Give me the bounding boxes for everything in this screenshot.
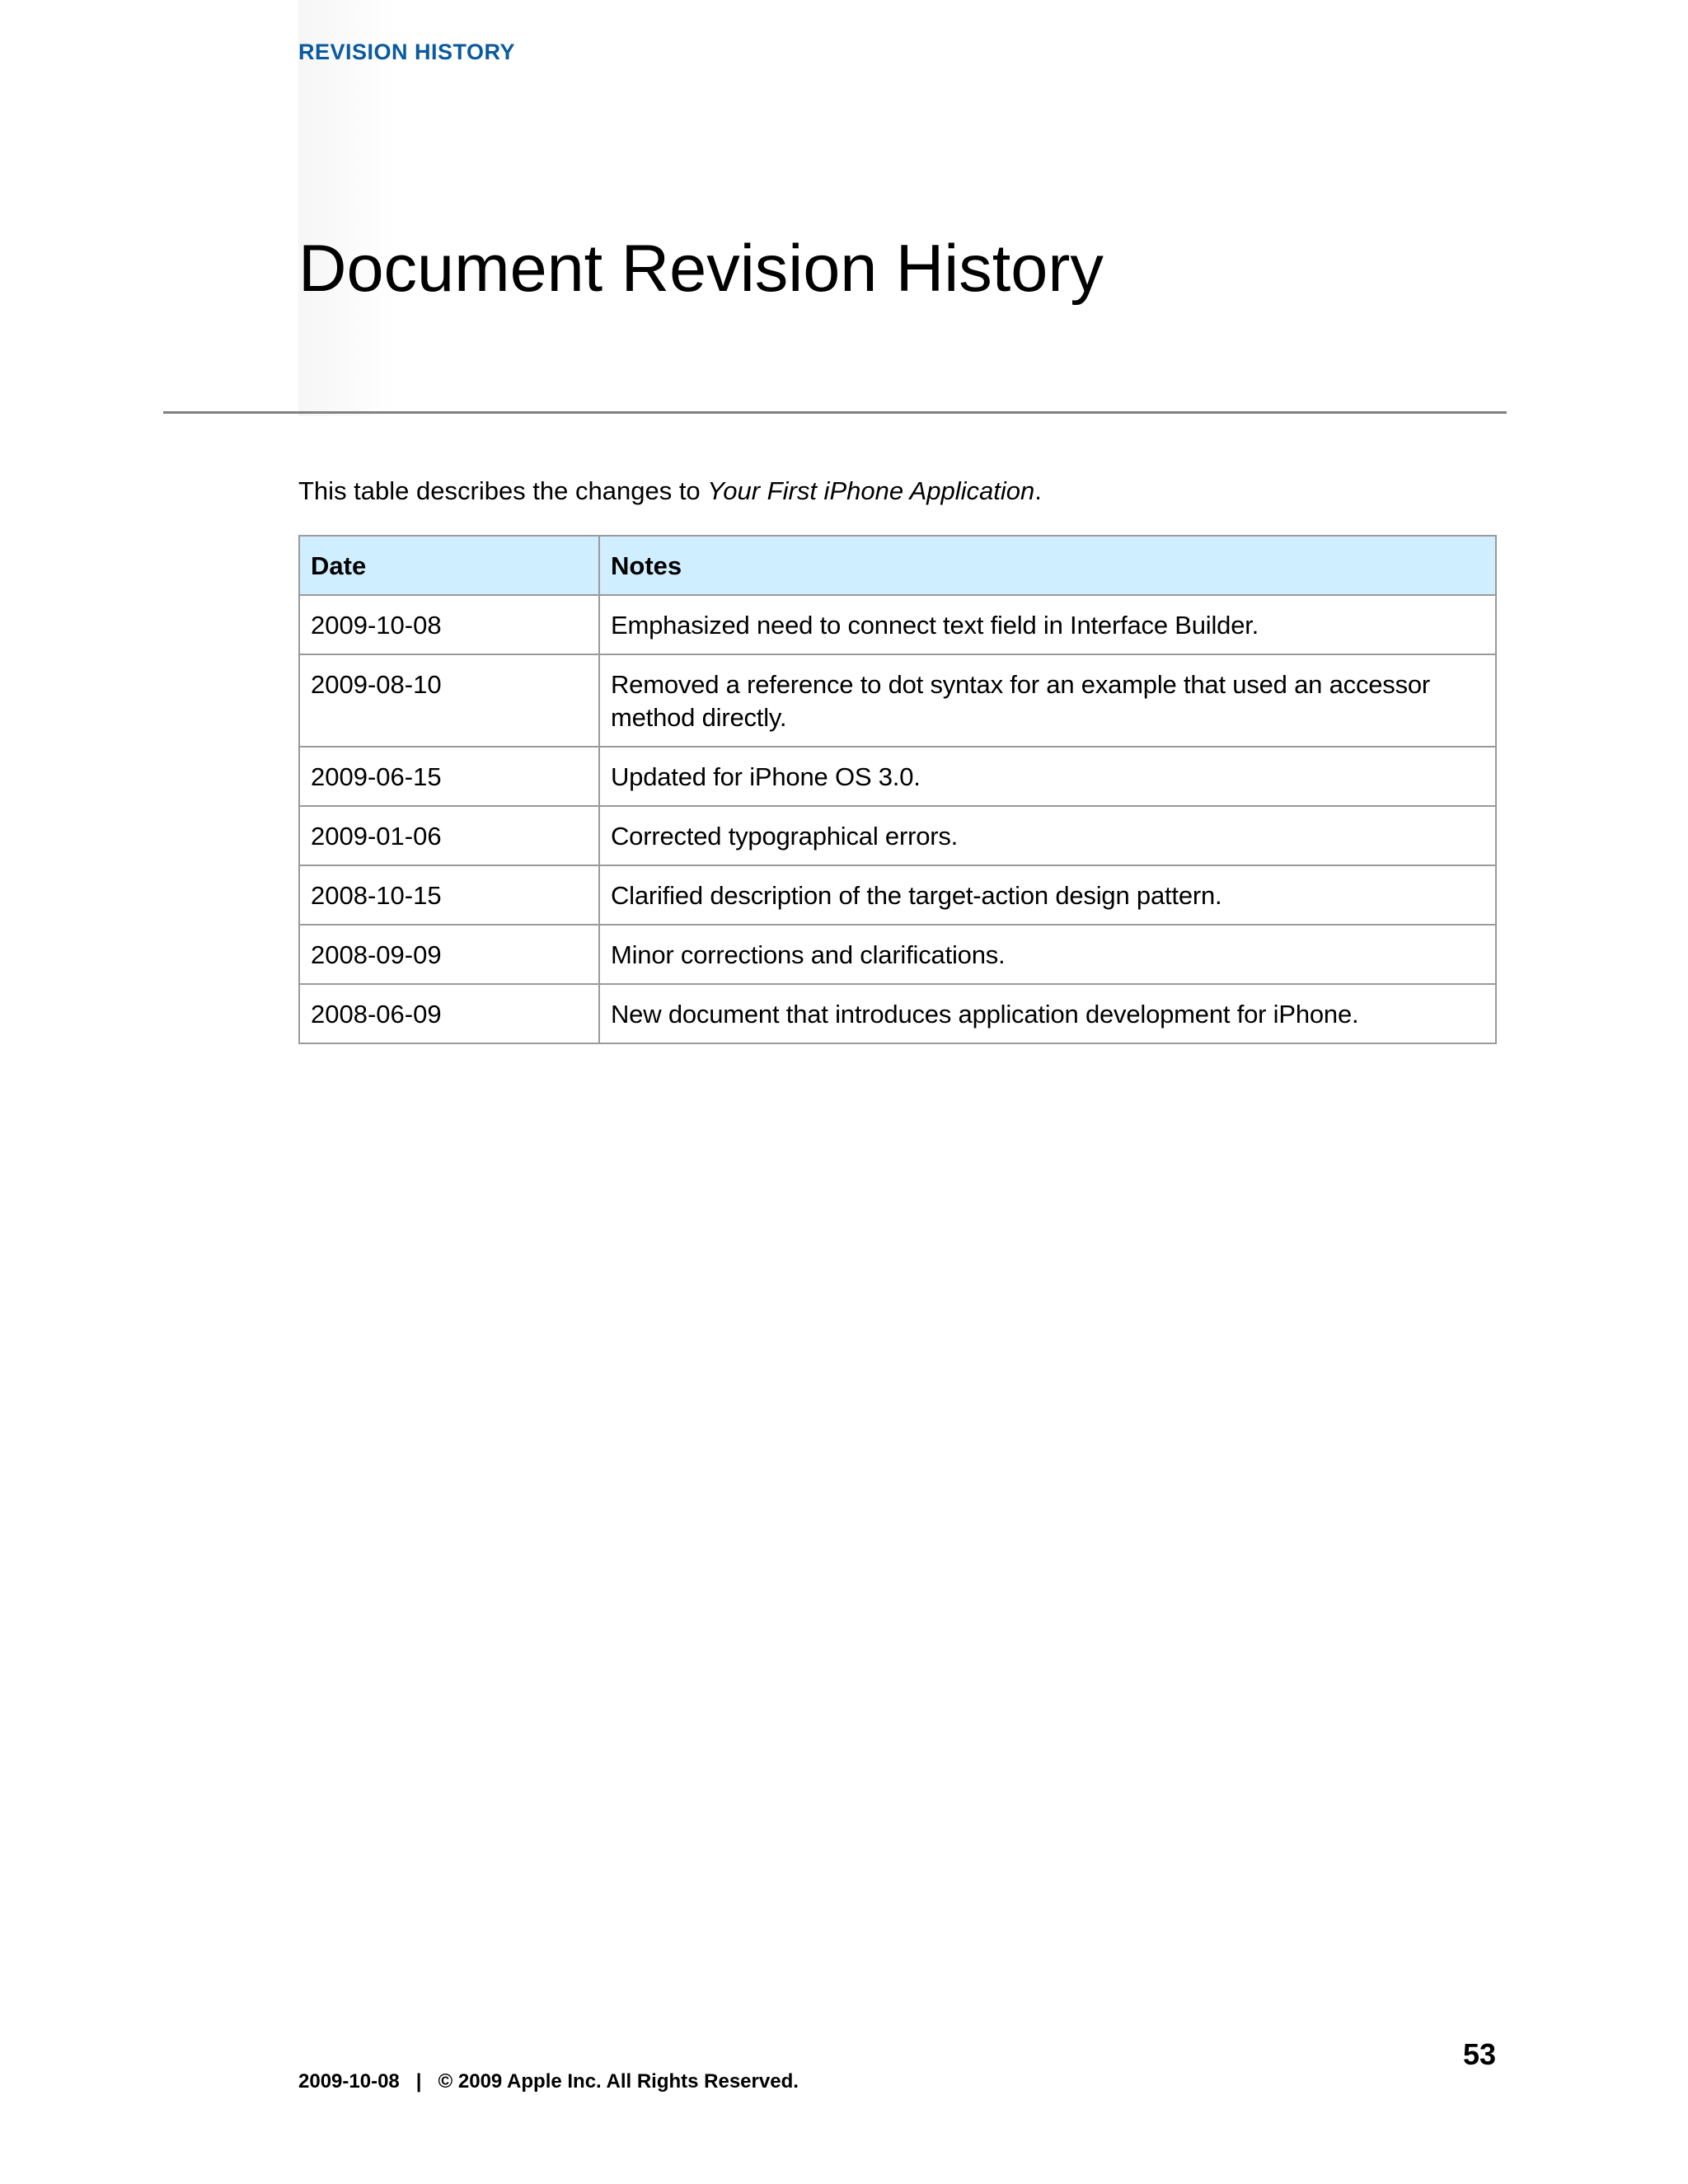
row-date: 2009-01-06: [299, 806, 599, 865]
intro-paragraph: [298, 475, 1042, 508]
row-date: 2008-10-15: [299, 865, 599, 925]
table-row: [299, 595, 1496, 654]
footer-separator: |: [415, 2070, 422, 2093]
row-notes: Updated for iPhone OS 3.0.: [599, 747, 1496, 806]
row-notes: New document that introduces application development for iPhone.: [599, 984, 1496, 1043]
document-name: Your First iPhone Application: [707, 476, 1035, 505]
table-row: [299, 984, 1496, 1043]
running-header: REVISION HISTORY: [298, 40, 516, 64]
table-row: [299, 925, 1496, 984]
intro-text: This table describes the changes to: [298, 476, 708, 505]
row-date: 2008-09-09: [299, 925, 599, 984]
row-notes: Emphasized need to connect text field in Interface Builder.: [599, 595, 1496, 654]
column-header-notes: Notes: [599, 536, 1496, 595]
page-footer: [298, 2070, 799, 2093]
row-notes: Corrected typographical errors.: [599, 806, 1496, 865]
revision-table: [298, 535, 1497, 1044]
intro-end: .: [1034, 476, 1042, 505]
row-date: 2009-10-08: [299, 595, 599, 654]
page-title: Document Revision History: [298, 232, 1104, 306]
row-notes: Clarified description of the target-action design pattern.: [599, 865, 1496, 925]
footer-date: 2009-10-08: [298, 2070, 400, 2093]
row-date: 2009-06-15: [299, 747, 599, 806]
row-date: 2009-08-10: [299, 654, 599, 747]
table-row: [299, 806, 1496, 865]
table-row: [299, 865, 1496, 925]
title-divider: [163, 411, 1507, 414]
footer-copyright: © 2009 Apple Inc. All Rights Reserved.: [438, 2070, 799, 2093]
row-notes: Minor corrections and clarifications.: [599, 925, 1496, 984]
table-row: [299, 654, 1496, 747]
row-notes: Removed a reference to dot syntax for an example that used an accessor method directly.: [599, 654, 1496, 747]
column-header-date: Date: [299, 536, 599, 595]
table-row: [299, 747, 1496, 806]
page-number: 53: [1462, 2037, 1496, 2071]
table-header-row: [299, 536, 1496, 595]
row-date: 2008-06-09: [299, 984, 599, 1043]
